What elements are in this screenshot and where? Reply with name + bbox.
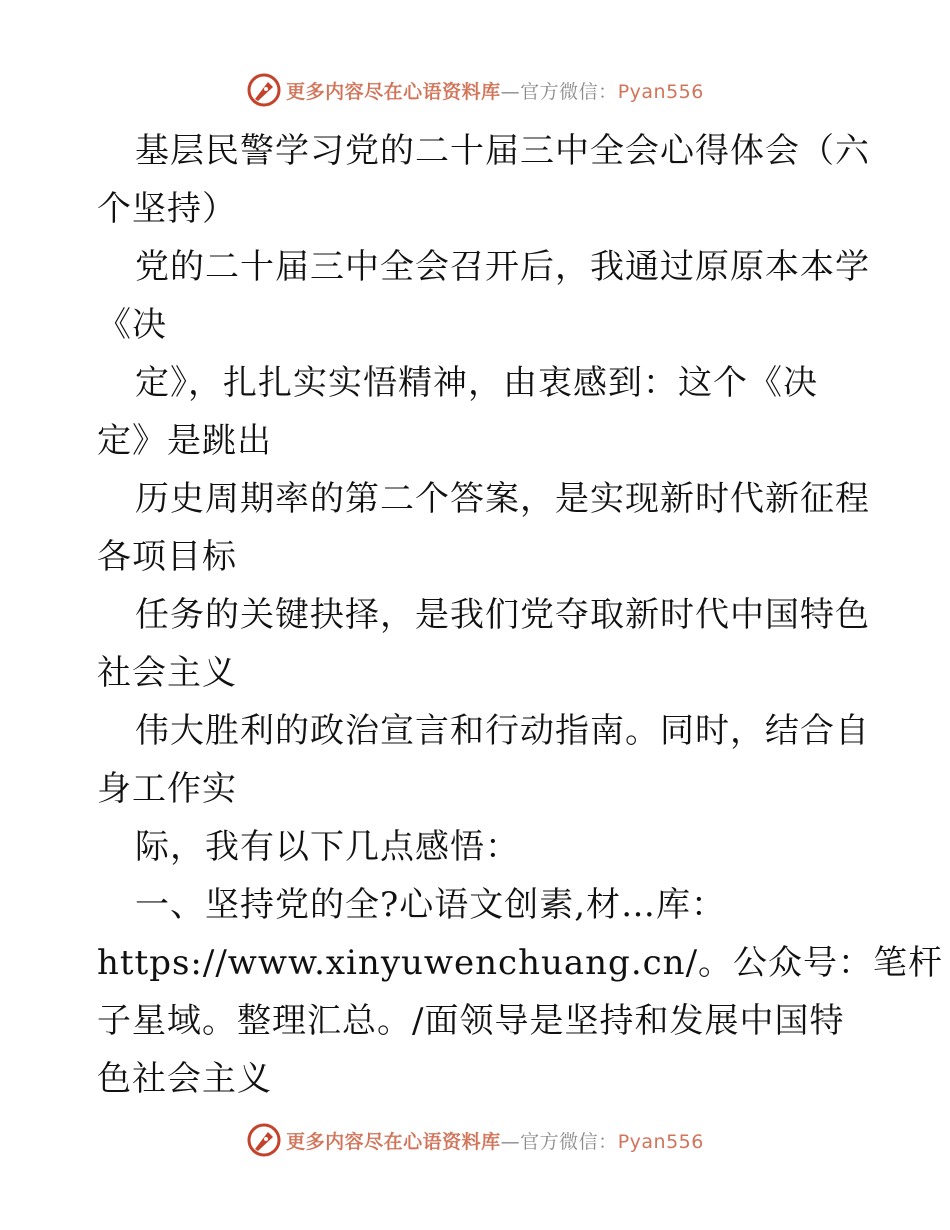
banner-text: [286, 77, 704, 104]
doc-paragraph-line: 子星域。整理汇总。/面领导是坚持和发展中国特: [97, 1001, 845, 1041]
doc-paragraph-line: 定》是跳出: [97, 421, 272, 461]
banner-dash: —: [500, 80, 521, 103]
banner-wechat-id: Pyan556: [617, 1130, 704, 1153]
doc-paragraph-line: 定》，扎扎实实悟精神，由衷感到：这个《决: [135, 363, 818, 403]
banner-wechat-label: 官方微信：: [520, 1130, 618, 1153]
banner-wechat-label: 官方微信：: [520, 80, 618, 103]
banner-wechat-id: Pyan556: [617, 80, 704, 103]
doc-section-heading: 一、坚持党的全?心语文创素,材…库：: [135, 885, 727, 925]
doc-title-line: 基层民警学习党的二十届三中全会心得体会（六: [135, 131, 870, 171]
banner-main-text: 更多内容尽在心语资料库: [286, 1130, 501, 1153]
document-body: [97, 122, 944, 1108]
doc-paragraph-line: 身工作实: [97, 769, 237, 809]
doc-paragraph-line: 伟大胜利的政治宣言和行动指南。同时，结合自: [135, 711, 870, 751]
banner-dash: —: [500, 1130, 521, 1153]
pen-nib-logo-icon: [246, 1122, 282, 1158]
pen-nib-logo-icon: [246, 72, 282, 108]
doc-paragraph-line: 各项目标: [97, 537, 237, 577]
doc-paragraph-line: 色社会主义: [97, 1059, 272, 1099]
doc-paragraph-line: 任务的关键抉择，是我们党夺取新时代中国特色: [135, 595, 870, 635]
banner-main-text: 更多内容尽在心语资料库: [286, 80, 501, 103]
doc-paragraph-line: 社会主义: [97, 653, 237, 693]
doc-paragraph-line: 历史周期率的第二个答案，是实现新时代新征程: [135, 479, 870, 519]
doc-paragraph-line: 际，我有以下几点感悟：: [135, 827, 520, 867]
doc-paragraph-line: 《决: [97, 305, 167, 345]
doc-paragraph-line: 党的二十届三中全会召开后，我通过原原本本学: [135, 247, 870, 287]
doc-url-line: https://www.xinyuwenchuang.cn/。公众号：笔杆: [97, 943, 944, 983]
footer-banner: [0, 1118, 950, 1162]
header-banner: [0, 68, 950, 112]
banner-text: [286, 1127, 704, 1154]
doc-title-line-cont: 个坚持）: [97, 189, 237, 229]
